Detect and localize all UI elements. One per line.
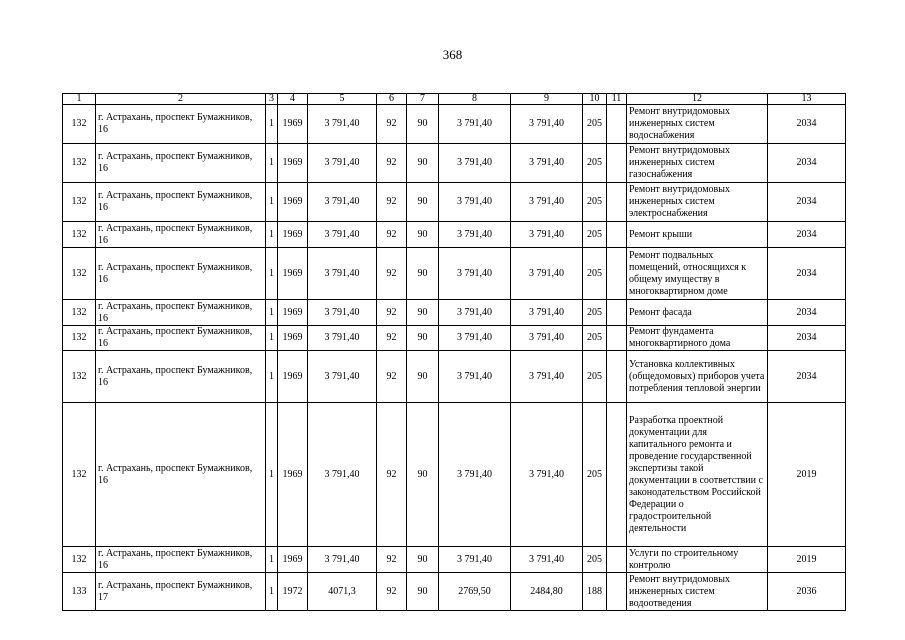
column-header: 7 bbox=[407, 94, 439, 105]
cell-col8: 3 791,40 bbox=[439, 144, 511, 183]
cell-col6: 92 bbox=[377, 547, 407, 573]
column-header: 11 bbox=[607, 94, 627, 105]
deadline-year-cell: 2034 bbox=[768, 300, 846, 326]
cell-col11 bbox=[607, 351, 627, 403]
row-number: 132 bbox=[63, 105, 96, 144]
cell-col8: 3 791,40 bbox=[439, 547, 511, 573]
column-header: 6 bbox=[377, 94, 407, 105]
column-header: 13 bbox=[768, 94, 846, 105]
address-cell: г. Астрахань, проспект Бумажников, 16 bbox=[96, 326, 266, 351]
column-header: 12 bbox=[627, 94, 768, 105]
row-number: 132 bbox=[63, 183, 96, 222]
column-header: 3 bbox=[266, 94, 278, 105]
column-header: 8 bbox=[439, 94, 511, 105]
table-body bbox=[63, 94, 846, 611]
cell-col8: 3 791,40 bbox=[439, 248, 511, 300]
cell-col11 bbox=[607, 183, 627, 222]
address-cell: г. Астрахань, проспект Бумажников, 16 bbox=[96, 403, 266, 547]
address-cell: г. Астрахань, проспект Бумажников, 16 bbox=[96, 300, 266, 326]
cell-col11 bbox=[607, 144, 627, 183]
cell-col6: 92 bbox=[377, 573, 407, 611]
column-header: 1 bbox=[63, 94, 96, 105]
cell-col8: 3 791,40 bbox=[439, 222, 511, 248]
area-cell: 3 791,40 bbox=[308, 248, 377, 300]
cell-col9: 3 791,40 bbox=[511, 222, 583, 248]
cell-col7: 90 bbox=[407, 547, 439, 573]
page-number: 368 bbox=[442, 47, 463, 62]
cell-col10: 205 bbox=[583, 144, 607, 183]
area-cell: 3 791,40 bbox=[308, 105, 377, 144]
work-type-cell: Услуги по строительному контролю bbox=[627, 547, 768, 573]
area-cell: 3 791,40 bbox=[308, 144, 377, 183]
year-cell: 1969 bbox=[278, 300, 308, 326]
area-cell: 3 791,40 bbox=[308, 326, 377, 351]
cell-col11 bbox=[607, 547, 627, 573]
cell-col9: 3 791,40 bbox=[511, 326, 583, 351]
year-cell: 1969 bbox=[278, 248, 308, 300]
deadline-year-cell: 2034 bbox=[768, 326, 846, 351]
cell-col11 bbox=[607, 222, 627, 248]
address-cell: г. Астрахань, проспект Бумажников, 17 bbox=[96, 573, 266, 611]
cell-col10: 205 bbox=[583, 300, 607, 326]
cell-col9: 3 791,40 bbox=[511, 105, 583, 144]
cell-col11 bbox=[607, 573, 627, 611]
work-type-cell: Установка коллективных (общедомовых) приборов учета потребления тепловой энергии bbox=[627, 351, 768, 403]
deadline-year-cell: 2019 bbox=[768, 547, 846, 573]
area-cell: 3 791,40 bbox=[308, 547, 377, 573]
deadline-year-cell: 2036 bbox=[768, 573, 846, 611]
work-type-cell: Ремонт крыши bbox=[627, 222, 768, 248]
cell-col10: 205 bbox=[583, 326, 607, 351]
cell-col11 bbox=[607, 300, 627, 326]
cell-col10: 205 bbox=[583, 351, 607, 403]
cell-col6: 92 bbox=[377, 183, 407, 222]
cell-col9: 3 791,40 bbox=[511, 183, 583, 222]
cell-col7: 90 bbox=[407, 573, 439, 611]
work-type-cell: Ремонт внутридомовых инженерных систем газоснабжения bbox=[627, 144, 768, 183]
cell-col7: 90 bbox=[407, 144, 439, 183]
column-number-row bbox=[63, 94, 846, 105]
cell-col6: 92 bbox=[377, 351, 407, 403]
deadline-year-cell: 2034 bbox=[768, 351, 846, 403]
cell-col9: 3 791,40 bbox=[511, 351, 583, 403]
address-cell: г. Астрахань, проспект Бумажников, 16 bbox=[96, 105, 266, 144]
area-cell: 4071,3 bbox=[308, 573, 377, 611]
column-header: 2 bbox=[96, 94, 266, 105]
cell-col10: 205 bbox=[583, 403, 607, 547]
cell-col8: 3 791,40 bbox=[439, 403, 511, 547]
cell-col3: 1 bbox=[266, 183, 278, 222]
table-row bbox=[63, 144, 846, 183]
cell-col3: 1 bbox=[266, 547, 278, 573]
cell-col3: 1 bbox=[266, 326, 278, 351]
address-cell: г. Астрахань, проспект Бумажников, 16 bbox=[96, 351, 266, 403]
column-header: 4 bbox=[278, 94, 308, 105]
cell-col3: 1 bbox=[266, 351, 278, 403]
year-cell: 1969 bbox=[278, 183, 308, 222]
table-row bbox=[63, 300, 846, 326]
cell-col8: 3 791,40 bbox=[439, 326, 511, 351]
row-number: 132 bbox=[63, 547, 96, 573]
cell-col10: 205 bbox=[583, 248, 607, 300]
column-header: 10 bbox=[583, 94, 607, 105]
deadline-year-cell: 2034 bbox=[768, 144, 846, 183]
work-type-cell: Ремонт фундамента многоквартирного дома bbox=[627, 326, 768, 351]
cell-col3: 1 bbox=[266, 222, 278, 248]
cell-col6: 92 bbox=[377, 403, 407, 547]
cell-col8: 3 791,40 bbox=[439, 105, 511, 144]
cell-col7: 90 bbox=[407, 403, 439, 547]
row-number: 132 bbox=[63, 300, 96, 326]
cell-col10: 205 bbox=[583, 222, 607, 248]
work-type-cell: Разработка проектной документации для капитального ремонта и проведение государственной экспертизы такой документации в соответствии с законодательством Российской Федерации о градостроительной деятельности bbox=[627, 403, 768, 547]
work-type-cell: Ремонт внутридомовых инженерных систем электроснабжения bbox=[627, 183, 768, 222]
year-cell: 1969 bbox=[278, 222, 308, 248]
cell-col6: 92 bbox=[377, 326, 407, 351]
cell-col3: 1 bbox=[266, 144, 278, 183]
cell-col8: 3 791,40 bbox=[439, 183, 511, 222]
cell-col11 bbox=[607, 403, 627, 547]
year-cell: 1969 bbox=[278, 144, 308, 183]
work-type-cell: Ремонт внутридомовых инженерных систем водоснабжения bbox=[627, 105, 768, 144]
cell-col7: 90 bbox=[407, 300, 439, 326]
cell-col6: 92 bbox=[377, 300, 407, 326]
year-cell: 1969 bbox=[278, 105, 308, 144]
area-cell: 3 791,40 bbox=[308, 300, 377, 326]
address-cell: г. Астрахань, проспект Бумажников, 16 bbox=[96, 183, 266, 222]
deadline-year-cell: 2034 bbox=[768, 222, 846, 248]
row-number: 132 bbox=[63, 222, 96, 248]
cell-col8: 3 791,40 bbox=[439, 300, 511, 326]
table-row bbox=[63, 248, 846, 300]
year-cell: 1969 bbox=[278, 547, 308, 573]
row-number: 132 bbox=[63, 144, 96, 183]
area-cell: 3 791,40 bbox=[308, 351, 377, 403]
cell-col10: 205 bbox=[583, 547, 607, 573]
cell-col7: 90 bbox=[407, 326, 439, 351]
cell-col11 bbox=[607, 105, 627, 144]
column-header: 5 bbox=[308, 94, 377, 105]
work-type-cell: Ремонт внутридомовых инженерных систем водоотведения bbox=[627, 573, 768, 611]
cell-col8: 3 791,40 bbox=[439, 351, 511, 403]
cell-col9: 3 791,40 bbox=[511, 547, 583, 573]
table-row bbox=[63, 222, 846, 248]
cell-col8: 2769,50 bbox=[439, 573, 511, 611]
cell-col11 bbox=[607, 248, 627, 300]
cell-col6: 92 bbox=[377, 222, 407, 248]
cell-col9: 3 791,40 bbox=[511, 248, 583, 300]
cell-col3: 1 bbox=[266, 300, 278, 326]
cell-col7: 90 bbox=[407, 183, 439, 222]
repair-schedule-table bbox=[62, 93, 846, 611]
table-row bbox=[63, 403, 846, 547]
cell-col3: 1 bbox=[266, 105, 278, 144]
address-cell: г. Астрахань, проспект Бумажников, 16 bbox=[96, 547, 266, 573]
cell-col3: 1 bbox=[266, 248, 278, 300]
year-cell: 1969 bbox=[278, 351, 308, 403]
cell-col7: 90 bbox=[407, 351, 439, 403]
table-row bbox=[63, 351, 846, 403]
cell-col3: 1 bbox=[266, 403, 278, 547]
cell-col11 bbox=[607, 326, 627, 351]
deadline-year-cell: 2034 bbox=[768, 248, 846, 300]
area-cell: 3 791,40 bbox=[308, 222, 377, 248]
deadline-year-cell: 2034 bbox=[768, 105, 846, 144]
cell-col10: 205 bbox=[583, 183, 607, 222]
cell-col3: 1 bbox=[266, 573, 278, 611]
cell-col6: 92 bbox=[377, 248, 407, 300]
row-number: 132 bbox=[63, 326, 96, 351]
year-cell: 1969 bbox=[278, 326, 308, 351]
table-row bbox=[63, 326, 846, 351]
cell-col7: 90 bbox=[407, 248, 439, 300]
cell-col7: 90 bbox=[407, 105, 439, 144]
table-row bbox=[63, 105, 846, 144]
cell-col6: 92 bbox=[377, 144, 407, 183]
year-cell: 1969 bbox=[278, 403, 308, 547]
table-row bbox=[63, 547, 846, 573]
year-cell: 1972 bbox=[278, 573, 308, 611]
column-header: 9 bbox=[511, 94, 583, 105]
cell-col10: 205 bbox=[583, 105, 607, 144]
cell-col6: 92 bbox=[377, 105, 407, 144]
work-type-cell: Ремонт подвальных помещений, относящихся к общему имуществу в многоквартирном доме bbox=[627, 248, 768, 300]
work-type-cell: Ремонт фасада bbox=[627, 300, 768, 326]
address-cell: г. Астрахань, проспект Бумажников, 16 bbox=[96, 222, 266, 248]
cell-col9: 2484,80 bbox=[511, 573, 583, 611]
row-number: 132 bbox=[63, 351, 96, 403]
address-cell: г. Астрахань, проспект Бумажников, 16 bbox=[96, 248, 266, 300]
row-number: 133 bbox=[63, 573, 96, 611]
cell-col7: 90 bbox=[407, 222, 439, 248]
cell-col9: 3 791,40 bbox=[511, 144, 583, 183]
row-number: 132 bbox=[63, 403, 96, 547]
cell-col9: 3 791,40 bbox=[511, 300, 583, 326]
area-cell: 3 791,40 bbox=[308, 403, 377, 547]
deadline-year-cell: 2019 bbox=[768, 403, 846, 547]
cell-col9: 3 791,40 bbox=[511, 403, 583, 547]
deadline-year-cell: 2034 bbox=[768, 183, 846, 222]
table-row bbox=[63, 573, 846, 611]
row-number: 132 bbox=[63, 248, 96, 300]
cell-col10: 188 bbox=[583, 573, 607, 611]
area-cell: 3 791,40 bbox=[308, 183, 377, 222]
address-cell: г. Астрахань, проспект Бумажников, 16 bbox=[96, 144, 266, 183]
table-row bbox=[63, 183, 846, 222]
